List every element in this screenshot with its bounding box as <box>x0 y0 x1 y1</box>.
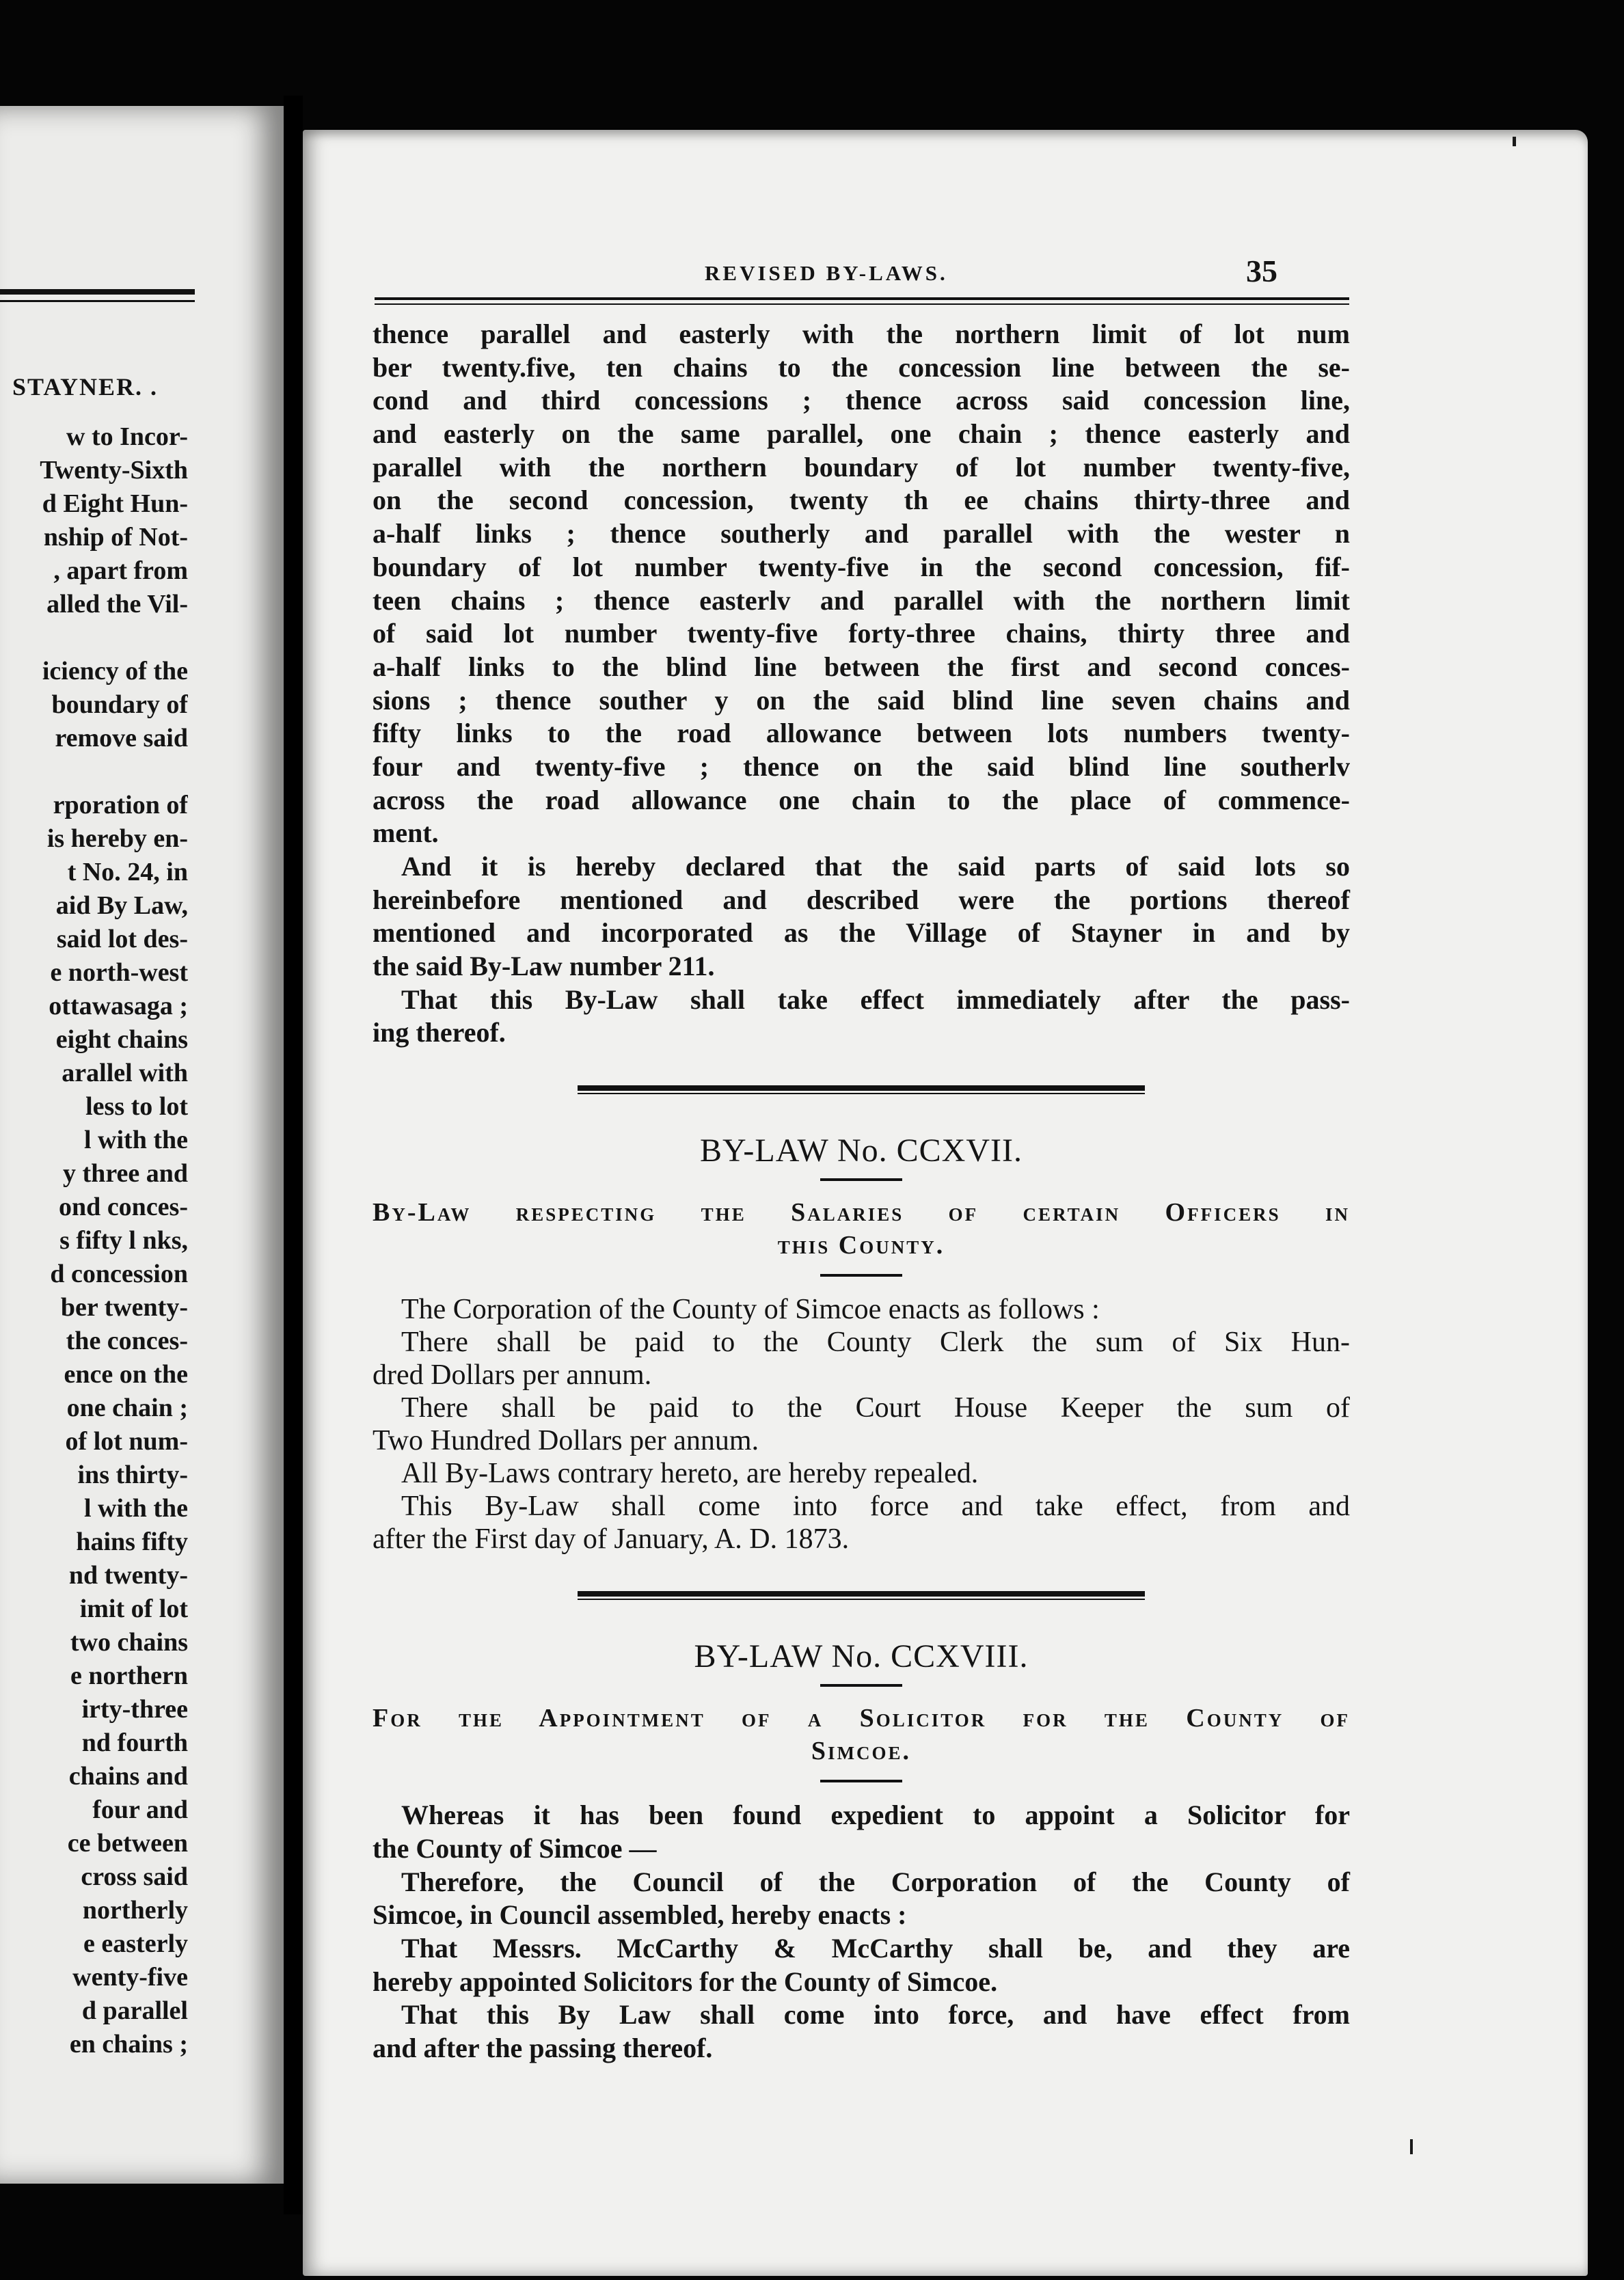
facing-page-line: arallel with <box>62 1059 188 1087</box>
continuation-line: boundary of lot number twenty-five in the second concession, fif- <box>373 551 1350 582</box>
bylaw-218-title: BY-LAW No. CCXVIII. <box>694 1638 1029 1675</box>
running-head: REVISED BY-LAWS. <box>705 261 948 285</box>
facing-page-line: ottawasaga ; <box>49 992 188 1020</box>
facing-page-header: STAYNER. . <box>12 373 159 401</box>
facing-page-line: ence on the <box>64 1360 188 1389</box>
facing-page-line: imit of lot <box>79 1594 188 1623</box>
facing-page-line: en chains ; <box>69 2030 188 2059</box>
book-gutter <box>284 96 303 2214</box>
facing-page-line: aid By Law, <box>55 891 188 920</box>
facing-page-line: of lot num- <box>65 1427 188 1456</box>
subtitle-line: this County. <box>777 1231 945 1260</box>
facing-page-line: Twenty-Sixth <box>40 456 188 485</box>
subtitle-line: For the Appointment of a Solicitor for the County of <box>373 1704 1351 1733</box>
scan-speck <box>1410 2139 1413 2154</box>
facing-page-line: d concession <box>50 1260 188 1288</box>
facing-page-line: two chains <box>70 1628 188 1657</box>
continuation-line: a-half links ; thence southerly and parallel with the wester n <box>373 518 1350 549</box>
page-body <box>373 318 1350 2065</box>
clerk-salary-line: dred Dollars per annum. <box>373 1359 652 1392</box>
therefore-line: Therefore, the Council of the Corporation of the County of <box>401 1866 1350 1897</box>
facing-page-line: chains and <box>68 1762 188 1791</box>
facing-page-line: e north-west <box>50 958 188 987</box>
facing-page-line: alled the Vil- <box>46 590 188 619</box>
force-clause-line: This By-Law shall come into force and take effect, from and <box>401 1491 1350 1523</box>
facing-page-line: is hereby en- <box>46 824 188 853</box>
facing-page-line: one chain ; <box>66 1394 188 1422</box>
continuation-line: and easterly on the same parallel, one chain ; thence easterly and <box>373 418 1350 450</box>
subtitle-rule <box>820 1274 902 1277</box>
facing-page-line: w to Incor- <box>66 422 188 451</box>
continuation-line: fifty links to the road allowance between lots numbers twenty- <box>373 718 1350 749</box>
facing-page-line: cross said <box>81 1862 188 1891</box>
force-clause-line: and after the passing thereof. <box>373 2032 713 2063</box>
facing-page-rule <box>0 300 195 302</box>
facing-page-line: less to lot <box>85 1092 188 1121</box>
subtitle-rule <box>820 1780 902 1782</box>
facing-page-line: l with the <box>84 1494 188 1523</box>
continuation-line: ment. <box>373 817 439 849</box>
bylaw-218-body <box>373 1799 1350 2065</box>
effect-line: That this By-Law shall take effect immediately after the pass- <box>401 983 1350 1015</box>
scan-speck <box>1513 137 1516 146</box>
appointment-line: hereby appointed Solicitors for the County of Simcoe. <box>373 1966 998 1997</box>
bylaw-217-subtitle <box>373 1196 1350 1262</box>
appointment-line: That Messrs. McCarthy & McCarthy shall be, and they are <box>401 1932 1350 1964</box>
continuation-line: on the second concession, twenty th ee chains thirty-three and <box>373 485 1350 516</box>
facing-page <box>0 106 284 2184</box>
page <box>303 130 1588 2276</box>
bylaw-218-subtitle <box>373 1702 1350 1767</box>
facing-page-line: t No. 24, in <box>67 858 188 886</box>
facing-page-line: ce between <box>67 1829 188 1858</box>
facing-page-line <box>0 755 188 789</box>
continuation-line: cond and third concessions ; thence across said concession line, <box>373 385 1350 416</box>
continuation-paragraph <box>373 318 1350 850</box>
facing-page-line: wenty-five <box>72 1963 188 1992</box>
continuation-line: a-half links to the blind line between the first and second conces- <box>373 651 1350 682</box>
facing-page-line: l with the <box>84 1126 188 1154</box>
facing-page-line: , apart from <box>53 556 188 585</box>
facing-page-line: irty-three <box>81 1695 188 1724</box>
header-rule <box>375 303 1349 305</box>
declaration-line: And it is hereby declared that the said parts of said lots so <box>401 851 1350 882</box>
title-rule <box>820 1684 902 1687</box>
effect-clause <box>373 983 1350 1050</box>
page-number: 35 <box>1246 254 1277 288</box>
facing-page-line: d parallel <box>81 1996 188 2025</box>
facing-page-line: nd fourth <box>81 1728 188 1757</box>
enacting-clause: The Corporation of the County of Simcoe enacts as follows : <box>401 1294 1100 1326</box>
continuation-line: thence parallel and easterly with the northern limit of lot num <box>373 318 1350 349</box>
facing-page-line <box>0 621 188 655</box>
facing-page-line: nship of Not- <box>43 523 188 552</box>
facing-page-line: s fifty l nks, <box>59 1226 188 1255</box>
declaration-line: hereinbefore mentioned and described were the portions thereof <box>373 884 1350 915</box>
therefore-line: Simcoe, in Council assembled, hereby enacts : <box>373 1899 907 1931</box>
facing-page-line: nd twenty- <box>68 1561 188 1590</box>
facing-page-line: hains fifty <box>76 1528 188 1556</box>
force-clause-line: That this By Law shall come into force, and have effect from <box>401 1999 1350 2031</box>
facing-page-line: remove said <box>55 724 188 752</box>
keeper-salary-line: Two Hundred Dollars per annum. <box>373 1425 759 1457</box>
facing-page-rule <box>0 289 195 295</box>
continuation-line: ber twenty.five, ten chains to the concession line between the se- <box>373 351 1350 383</box>
bylaw-217-title: BY-LAW No. CCXVII. <box>700 1132 1023 1169</box>
clerk-salary-line: There shall be paid to the County Clerk the sum of Six Hun- <box>401 1327 1350 1359</box>
facing-page-line: ins thirty- <box>77 1461 188 1489</box>
subtitle-line: By-Law respecting the Salaries of certain Officers in <box>373 1198 1350 1227</box>
facing-page-line: said lot des- <box>56 925 188 953</box>
continuation-line: teen chains ; thence easterlv and parallel with the northern limit <box>373 584 1350 616</box>
declaration-paragraph <box>373 850 1350 983</box>
continuation-line: four and twenty-five ; thence on the said blind line southerlv <box>373 750 1350 782</box>
facing-page-line: eight chains <box>55 1025 188 1054</box>
continuation-line: sions ; thence souther y on the said blind line seven chains and <box>373 684 1350 716</box>
facing-page-line: rporation of <box>53 791 188 819</box>
section-rule <box>578 1085 1145 1091</box>
continuation-line: across the road allowance one chain to the place of commence- <box>373 784 1350 815</box>
header-rule <box>375 297 1349 300</box>
facing-page-line: y three and <box>63 1159 188 1188</box>
facing-page-line: d Eight Hun- <box>42 489 188 518</box>
facing-page-line: ond conces- <box>59 1193 188 1221</box>
facing-page-line: iciency of the <box>42 657 188 686</box>
facing-page-line: e northern <box>70 1661 188 1690</box>
facing-page-line: boundary of <box>51 690 188 719</box>
section-rule <box>578 1591 1145 1597</box>
facing-page-line: four and <box>92 1795 188 1824</box>
declaration-line: the said By-Law number 211. <box>373 951 715 982</box>
continuation-line: parallel with the northern boundary of lot number twenty-five, <box>373 451 1350 483</box>
facing-page-line: northerly <box>82 1896 188 1925</box>
bylaw-217-body <box>373 1293 1350 1556</box>
facing-page-line: e easterly <box>83 1929 188 1958</box>
facing-page-line: the conces- <box>66 1327 188 1355</box>
facing-page-line: ber twenty- <box>60 1293 188 1322</box>
effect-line: ing thereof. <box>373 1017 506 1048</box>
force-clause-line: after the First day of January, A. D. 1873. <box>373 1523 850 1556</box>
continuation-line: of said lot number twenty-five forty-three chains, thirty three and <box>373 618 1350 649</box>
keeper-salary-line: There shall be paid to the Court House Keeper the sum of <box>401 1392 1350 1424</box>
repeal-clause: All By-Laws contrary hereto, are hereby repealed. <box>401 1458 979 1490</box>
whereas-line: Whereas it has been found expedient to appoint a Solicitor for <box>401 1800 1350 1831</box>
whereas-line: the County of Simcoe — <box>373 1832 657 1864</box>
subtitle-line: Simcoe. <box>811 1737 912 1766</box>
facing-page-text <box>0 420 188 2061</box>
title-rule <box>820 1178 902 1181</box>
declaration-line: mentioned and incorporated as the Village of Stayner in and by <box>373 917 1350 949</box>
